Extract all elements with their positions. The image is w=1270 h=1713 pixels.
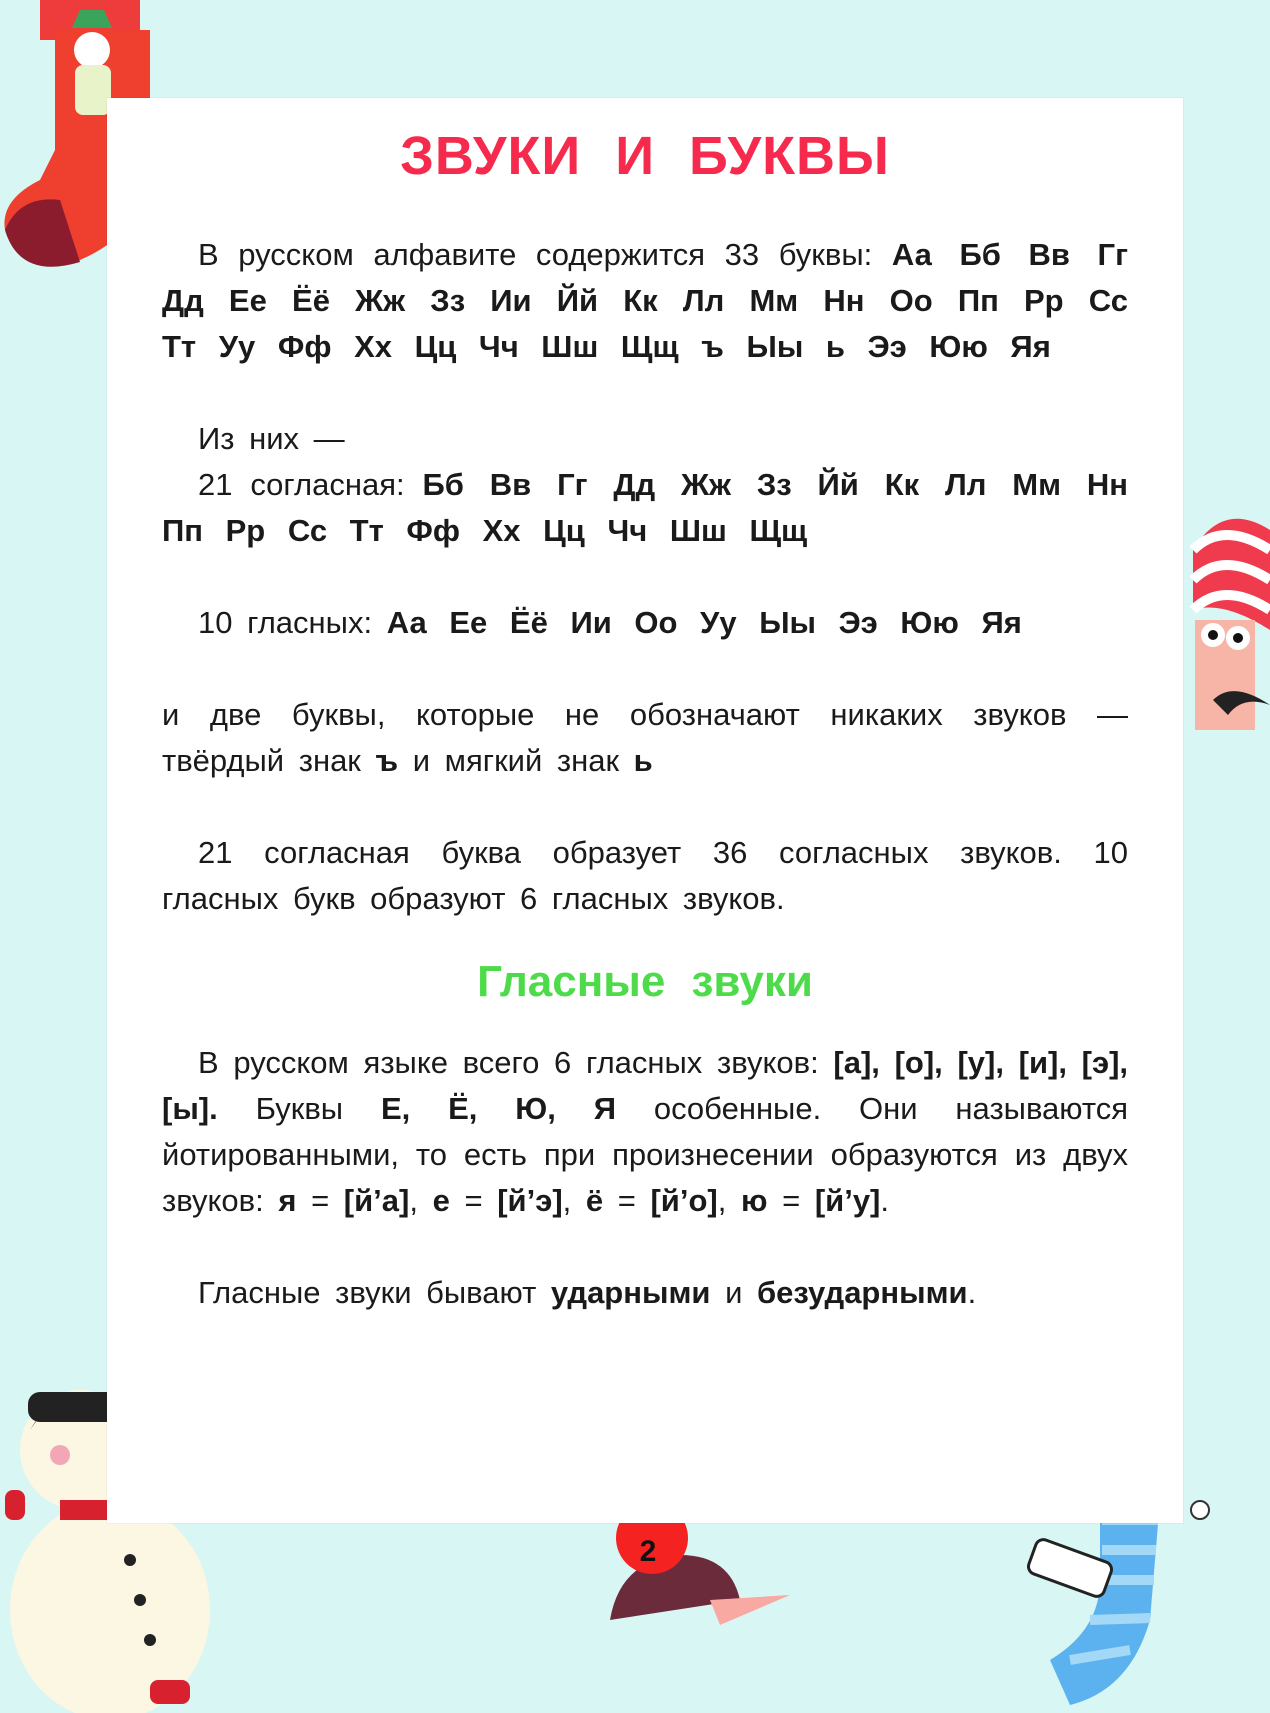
vowel-sounds-paragraph bbox=[162, 1040, 1128, 1224]
consonants-paragraph bbox=[162, 462, 1128, 554]
stress-end: . bbox=[967, 1275, 977, 1310]
iotated-pair: ё = [й’о], bbox=[585, 1183, 727, 1218]
iotated-letter: ю bbox=[741, 1183, 768, 1218]
pair-separator: , bbox=[562, 1183, 572, 1218]
iotated-sound: [й’а] bbox=[343, 1183, 410, 1218]
iotated-letter: ё bbox=[585, 1183, 604, 1218]
stress-and: и bbox=[725, 1275, 743, 1310]
alphabet-intro: В русском алфавите содержится 33 буквы: bbox=[198, 237, 873, 272]
iotated-pair: е = [й’э], bbox=[432, 1183, 572, 1218]
content-card bbox=[107, 98, 1183, 1523]
striped-sock-icon bbox=[1010, 1500, 1210, 1713]
iotated-pair: я = [й’а], bbox=[278, 1183, 418, 1218]
iotated-explanation: особенные. Они называются йотированными, то есть при произнесении образуются из двух звуков: bbox=[162, 1091, 1129, 1218]
gnome-icon bbox=[1183, 510, 1270, 730]
iotated-letter: я bbox=[278, 1183, 297, 1218]
content bbox=[162, 98, 1128, 1316]
hard-sign: ъ bbox=[375, 743, 399, 778]
iotated-letter: е bbox=[432, 1183, 450, 1218]
of-them-label: Из них — bbox=[198, 421, 345, 456]
section-subtitle: Гласные звуки bbox=[477, 957, 813, 1006]
signs-and: и мягкий знак bbox=[412, 743, 620, 778]
unstressed-word: безударными bbox=[757, 1275, 968, 1310]
alphabet-paragraph bbox=[162, 232, 1128, 370]
vowel-sounds-list: [а], [о], [у], [и], [э], [ы]. bbox=[162, 1045, 1129, 1126]
pair-separator: , bbox=[409, 1183, 418, 1218]
vowel-sounds-intro: В русском языке всего 6 гласных звуков: bbox=[198, 1045, 819, 1080]
page-title: ЗВУКИ И БУКВЫ bbox=[400, 126, 890, 186]
pair-separator: , bbox=[717, 1183, 727, 1218]
alphabet-letters: Аа Бб Вв Гг Дд Ее Ёё Жж Зз Ии Йй Кк Лл Мм Нн Оо Пп Рр Сс Тт Уу Фф Хх Цц Чч Шш Щщ ъ Ыы ь Ээ Юю Яя bbox=[162, 237, 1128, 364]
vowels-paragraph bbox=[162, 600, 1128, 646]
letters-word: Буквы bbox=[255, 1091, 344, 1126]
iotated-pair: ю = [й’у]. bbox=[741, 1183, 890, 1218]
sounds-summary: 21 согласная буква образует 36 согласных звуков. 10 гласных букв образуют 6 гласных звуков. bbox=[162, 835, 1128, 916]
signs-text: и две буквы, которые не обозначают никаких звуков — твёрдый знак bbox=[162, 697, 1128, 778]
consonants-label: 21 согласная: bbox=[198, 467, 405, 502]
consonant-letters: Бб Вв Гг Дд Жж Зз Йй Кк Лл Мм Нн Пп Рр Сс Тт Фф Хх Цц Чч Шш Щщ bbox=[162, 467, 1128, 548]
pair-separator: . bbox=[880, 1183, 890, 1218]
iotated-sound: [й’о] bbox=[650, 1183, 718, 1218]
stress-paragraph bbox=[162, 1270, 1128, 1316]
stress-text: Гласные звуки бывают bbox=[198, 1275, 537, 1310]
soft-sign: ь bbox=[633, 743, 653, 778]
iotated-sound: [й’у] bbox=[814, 1183, 881, 1218]
vowel-letters: Аа Ее Ёё Ии Оо Уу Ыы Ээ Юю Яя bbox=[386, 605, 1022, 640]
page-number: 2 bbox=[639, 1535, 657, 1568]
signs-paragraph bbox=[162, 692, 1128, 784]
vowels-label: 10 гласных: bbox=[198, 605, 373, 640]
of-them-text bbox=[162, 416, 1128, 462]
stressed-word: ударными bbox=[550, 1275, 711, 1310]
special-letters: Е, Ё, Ю, Я bbox=[380, 1091, 616, 1126]
iotated-sound: [й’э] bbox=[497, 1183, 563, 1218]
